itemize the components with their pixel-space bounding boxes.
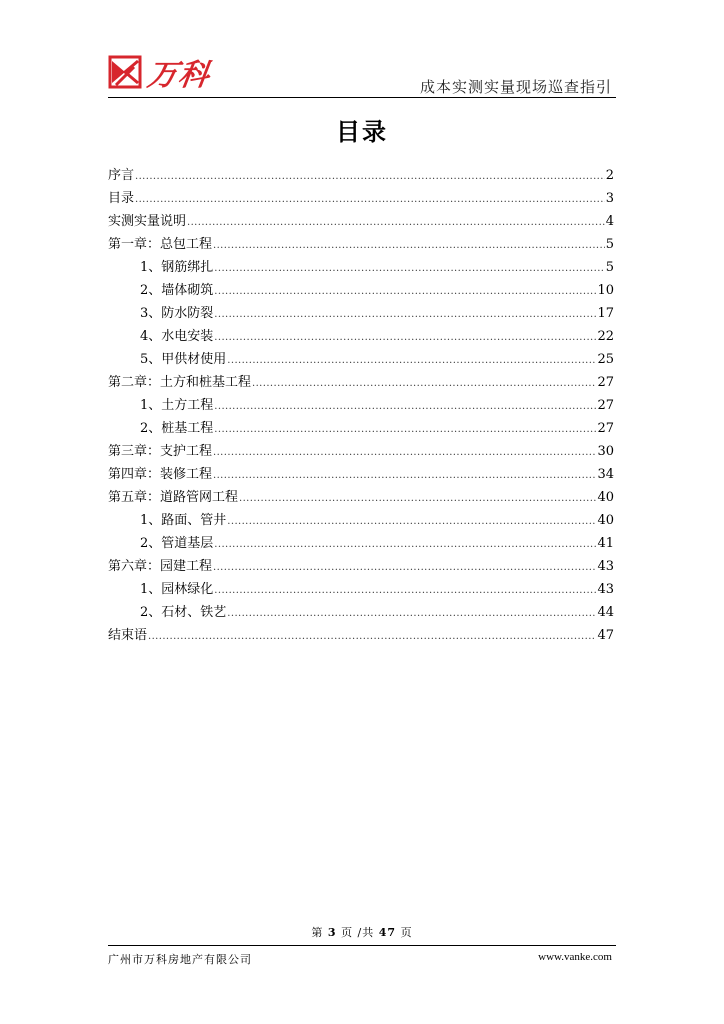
toc-entry-page: 4 (605, 214, 614, 229)
toc-dot-leader (227, 509, 596, 533)
page-prefix: 第 (311, 926, 324, 939)
toc-entry-label: 第一章：总包工程 (108, 237, 213, 252)
toc-dot-leader (213, 555, 596, 579)
toc-entry[interactable] (108, 601, 614, 624)
toc-entry-label: 第三章：支护工程 (108, 444, 213, 459)
toc-entry-page: 25 (597, 352, 614, 367)
toc-dot-leader (135, 164, 605, 188)
table-of-contents (108, 164, 614, 647)
toc-entry[interactable] (108, 325, 614, 348)
toc-entry[interactable] (108, 509, 614, 532)
toc-entry-page: 10 (597, 283, 614, 298)
toc-entry-label: 2、桩基工程 (140, 421, 214, 436)
toc-dot-leader (213, 463, 596, 487)
footer-page-number (0, 924, 724, 940)
toc-dot-leader (227, 601, 596, 625)
header-rule (108, 97, 616, 98)
toc-dot-leader (135, 187, 605, 211)
toc-entry[interactable] (108, 486, 614, 509)
toc-dot-leader (213, 440, 596, 464)
toc-entry-label: 2、管道基层 (140, 536, 214, 551)
vanke-logo-icon (108, 55, 142, 89)
toc-entry-label: 实测实量说明 (108, 214, 187, 229)
toc-entry-page: 44 (597, 605, 614, 620)
toc-entry-page: 27 (597, 398, 614, 413)
toc-entry-page: 43 (597, 582, 614, 597)
toc-dot-leader (239, 486, 596, 510)
toc-entry-page: 47 (597, 628, 614, 643)
header-doc-title: 成本实测实量现场巡查指引 (419, 78, 612, 96)
logo-text: 万科 (145, 58, 212, 93)
toc-entry-label: 1、土方工程 (140, 398, 214, 413)
page-mid: 页 /共 (341, 926, 375, 939)
toc-entry-page: 40 (597, 490, 614, 505)
page-title: 目录 (336, 118, 388, 146)
toc-entry-page: 5 (605, 237, 614, 252)
toc-entry[interactable] (108, 187, 614, 210)
toc-entry[interactable] (108, 578, 614, 601)
toc-entry-page: 30 (597, 444, 614, 459)
toc-entry[interactable] (108, 555, 614, 578)
toc-entry[interactable] (108, 233, 614, 256)
toc-entry-label: 第二章：土方和桩基工程 (108, 375, 252, 390)
toc-entry-label: 第五章：道路管网工程 (108, 490, 239, 505)
toc-dot-leader (148, 624, 596, 648)
toc-entry-page: 41 (597, 536, 614, 551)
toc-entry-label: 序言 (108, 168, 135, 183)
toc-entry[interactable] (108, 279, 614, 302)
toc-entry-label: 结束语 (108, 628, 148, 643)
toc-entry[interactable] (108, 463, 614, 486)
toc-entry[interactable] (108, 532, 614, 555)
toc-entry-page: 5 (605, 260, 614, 275)
toc-dot-leader (214, 394, 596, 418)
toc-entry[interactable] (108, 371, 614, 394)
footer-website: www.vanke.com (538, 951, 612, 963)
toc-entry-page: 3 (605, 191, 614, 206)
toc-dot-leader (252, 371, 596, 395)
toc-entry-page: 27 (597, 375, 614, 390)
toc-dot-leader (227, 348, 596, 372)
toc-entry-label: 第六章：园建工程 (108, 559, 213, 574)
toc-entry[interactable] (108, 256, 614, 279)
toc-dot-leader (214, 279, 596, 303)
toc-entry[interactable] (108, 164, 614, 187)
toc-dot-leader (214, 417, 596, 441)
page-suffix: 页 (400, 926, 413, 939)
toc-entry[interactable] (108, 348, 614, 371)
toc-entry-page: 27 (597, 421, 614, 436)
page-current: 3 (327, 926, 337, 939)
toc-dot-leader (214, 256, 604, 280)
toc-entry-page: 40 (597, 513, 614, 528)
toc-entry-label: 2、墙体砌筑 (140, 283, 214, 298)
toc-entry-label: 1、园林绿化 (140, 582, 214, 597)
toc-entry[interactable] (108, 624, 614, 647)
toc-entry-page: 43 (597, 559, 614, 574)
toc-dot-leader (187, 210, 605, 234)
toc-dot-leader (214, 302, 596, 326)
toc-entry-page: 17 (597, 306, 614, 321)
toc-entry-label: 3、防水防裂 (140, 306, 214, 321)
toc-entry-label: 1、钢筋绑扎 (140, 260, 214, 275)
toc-entry-label: 第四章：装修工程 (108, 467, 213, 482)
toc-entry-label: 5、甲供材使用 (140, 352, 227, 367)
toc-dot-leader (214, 578, 596, 602)
toc-entry-page: 34 (597, 467, 614, 482)
toc-entry-label: 2、石材、铁艺 (140, 605, 227, 620)
toc-entry[interactable] (108, 394, 614, 417)
toc-entry-page: 22 (597, 329, 614, 344)
toc-entry[interactable] (108, 302, 614, 325)
toc-entry-page: 2 (605, 168, 614, 183)
toc-entry[interactable] (108, 417, 614, 440)
vanke-logo (108, 52, 210, 92)
toc-dot-leader (214, 325, 596, 349)
toc-entry-label: 4、水电安装 (140, 329, 214, 344)
toc-entry[interactable] (108, 210, 614, 233)
toc-entry-label: 1、路面、管井 (140, 513, 227, 528)
toc-entry[interactable] (108, 440, 614, 463)
toc-dot-leader (214, 532, 596, 556)
toc-entry-label: 目录 (108, 191, 135, 206)
toc-dot-leader (213, 233, 605, 257)
footer-company: 广州市万科房地产有限公司 (108, 953, 252, 966)
page-total: 47 (378, 926, 397, 939)
footer-rule (108, 945, 616, 946)
